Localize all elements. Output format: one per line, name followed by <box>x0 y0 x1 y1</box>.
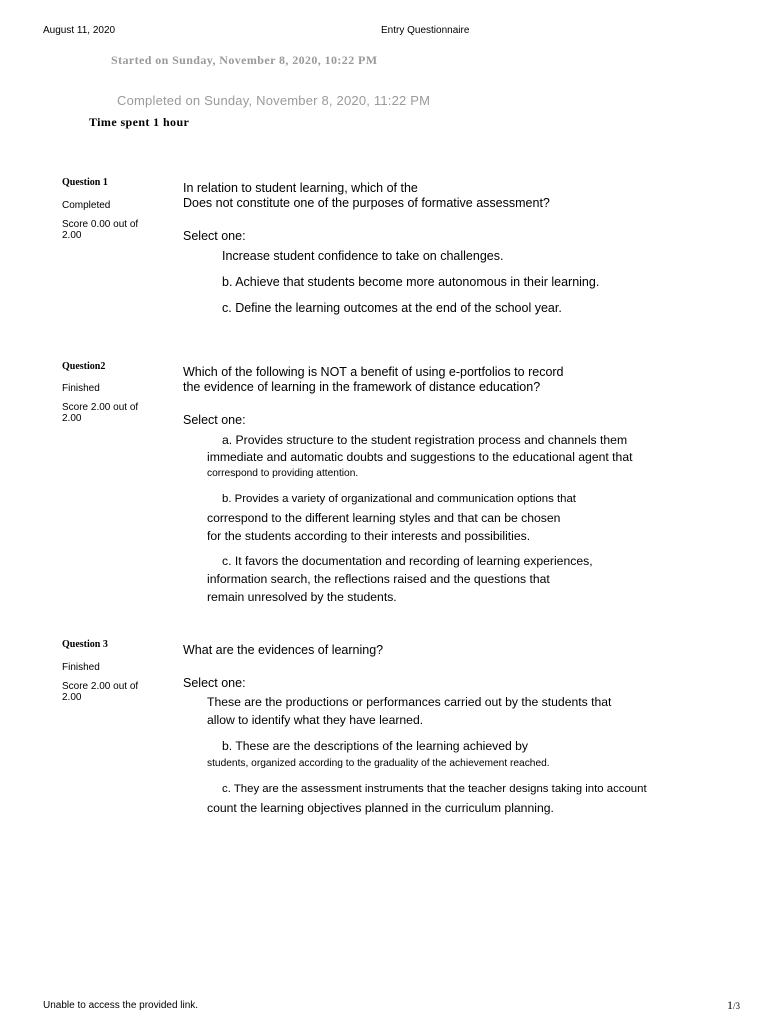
question-score: Score 0.00 out of 2.00 <box>62 219 139 241</box>
question-text-line: Does not constitute one of the purposes of formative assessment? <box>183 196 550 210</box>
document-title: Entry Questionnaire <box>381 25 470 36</box>
option-line: correspond to providing attention. <box>207 468 359 479</box>
answer-option-b[interactable]: b. Achieve that students become more autonomous in their learning. <box>222 275 600 289</box>
select-one-label: Select one: <box>183 413 246 427</box>
select-one-label: Select one: <box>183 229 246 243</box>
question-label: Question 3 <box>62 639 108 650</box>
footer-note: Unable to access the provided link. <box>43 1000 199 1011</box>
completed-on: Completed on Sunday, November 8, 2020, 11:22 PM <box>117 93 431 108</box>
page-current: 1 <box>727 998 733 1012</box>
question-state: Finished <box>62 662 100 673</box>
started-on: Started on Sunday, November 8, 2020, 10:22 PM <box>111 53 378 67</box>
option-line: c. It favors the documentation and recording of learning experiences, <box>222 554 593 568</box>
option-line: correspond to the different learning styles and that can be chosen <box>207 511 561 525</box>
option-line: allow to identify what they have learned. <box>207 713 424 727</box>
question-state: Finished <box>62 383 100 394</box>
question-text-line: Which of the following is NOT a benefit of using e-portfolios to record <box>183 365 564 379</box>
page-number <box>727 998 740 1013</box>
option-line: students, organized according to the graduality of the achievement reached. <box>207 758 550 769</box>
select-one-label: Select one: <box>183 676 246 690</box>
time-spent: Time spent 1 hour <box>89 115 190 129</box>
option-line: information search, the reflections raised and the questions that <box>207 572 550 586</box>
option-line: a. Provides structure to the student registration process and channels them <box>222 433 628 447</box>
question-label: Question 1 <box>62 177 108 188</box>
question-text-line: What are the evidences of learning? <box>183 643 384 657</box>
answer-option-c[interactable]: c. Define the learning outcomes at the end of the school year. <box>222 301 562 315</box>
document-date: August 11, 2020 <box>43 25 116 36</box>
question-score: Score 2.00 out of 2.00 <box>62 681 139 703</box>
answer-option-a[interactable]: Increase student confidence to take on challenges. <box>222 249 504 263</box>
option-line: for the students according to their interests and possibilities. <box>207 529 531 543</box>
option-line: b. These are the descriptions of the learning achieved by <box>222 739 529 753</box>
option-line: c. They are the assessment instruments that the teacher designs taking into account <box>222 783 647 795</box>
page-total: /3 <box>733 1001 741 1011</box>
question-score: Score 2.00 out of 2.00 <box>62 402 139 424</box>
option-line: remain unresolved by the students. <box>207 590 397 604</box>
question-state: Completed <box>62 200 111 211</box>
question-text-line: In relation to student learning, which of the <box>183 181 418 195</box>
question-text-line: the evidence of learning in the framework of distance education? <box>183 380 541 394</box>
option-line: b. Provides a variety of organizational and communication options that <box>222 493 576 505</box>
option-line: These are the productions or performances carried out by the students that <box>207 695 612 709</box>
question-label: Question2 <box>62 361 106 372</box>
option-line: count the learning objectives planned in the curriculum planning. <box>207 801 554 815</box>
option-line: immediate and automatic doubts and suggestions to the educational agent that <box>207 450 633 464</box>
